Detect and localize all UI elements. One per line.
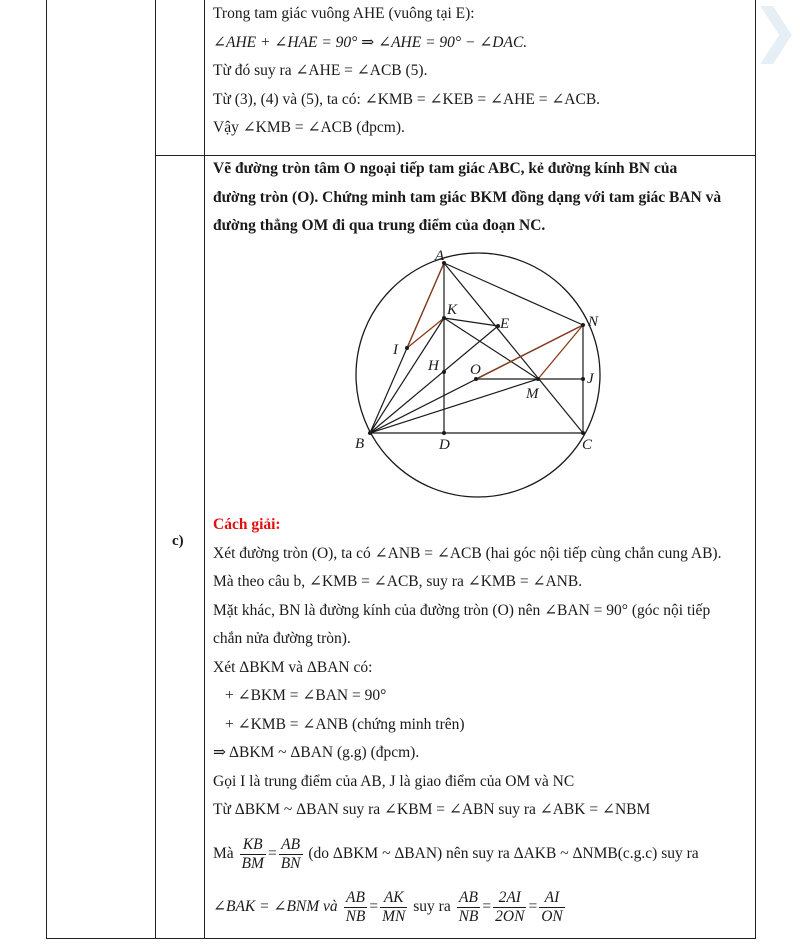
label-O: O — [470, 362, 481, 378]
solution-line: Từ ΔBKM ~ ΔBAN suy ra ∠KBM = ∠ABN suy ra ∠ABK = ∠NBM — [213, 801, 651, 818]
solution-line: Xét đường tròn (O), ta có ∠ANB = ∠ACB (hai góc nội tiếp cùng chắn cung AB). — [213, 544, 722, 562]
fraction-equation-2: ∠BAK = ∠BNM và $\frac{AB}{NB}$ = $\frac{AK}{MN}$ suy ra $\frac{AB}{NB}$ = $\frac{2AI}{2ON}$ = $\frac{AI}{ON}$ — [213, 889, 563, 925]
black-segments — [370, 263, 583, 433]
label-K: K — [447, 302, 458, 318]
problem-line: đường thẳng OM đi qua trung điểm của đoạn NC. — [213, 217, 546, 234]
label-H: H — [428, 358, 439, 374]
part-c-content — [213, 155, 748, 241]
fraction: $\frac{AB}{NB}$ — [458, 889, 479, 925]
equation-line: ∠AHE + ∠HAE = 90° ⇒ ∠AHE = 90° − ∠DAC. — [213, 33, 528, 51]
fraction-equation-1: Mà $\frac{KB}{BM}$ = $\frac{AB}{BN}$ (do ΔBKM ~ ΔBAN) nên suy ra ΔAKB ~ ΔNMB(c.g.c) suy ra — [213, 836, 699, 872]
label-I: I — [393, 342, 398, 358]
label-B: B — [355, 436, 365, 452]
fraction: $\frac{KB}{BM}$ — [241, 836, 264, 872]
solution-line: + ∠KMB = ∠ANB (chứng minh trên) — [225, 715, 465, 733]
fraction: $\frac{AK}{MN}$ — [382, 889, 406, 925]
label-E: E — [500, 316, 510, 332]
solution-block — [213, 511, 748, 825]
solution-line: Xét ΔBKM và ΔBAN có: — [213, 658, 373, 676]
fraction: $\frac{2AI}{2ON}$ — [495, 889, 525, 925]
label-M: M — [526, 386, 539, 402]
label-D: D — [439, 437, 450, 453]
text-line: Từ đó suy ra ∠AHE = ∠ACB (5). — [213, 62, 428, 79]
fraction: $\frac{AB}{BN}$ — [280, 836, 301, 872]
eq2-mid: suy ra — [413, 898, 451, 916]
problem-line: Vẽ đường tròn tâm O ngoại tiếp tam giác ABC, kẻ đường kính BN của — [213, 160, 678, 177]
label-J: J — [587, 371, 594, 387]
eq2-prefix: ∠BAK = ∠BNM và — [213, 898, 338, 916]
solution-line: Gọi I là trung điểm của AB, J là giao điểm của OM và NC — [213, 772, 575, 790]
label-C: C — [582, 437, 593, 453]
solution-line: ⇒ ΔBKM ~ ΔBAN (g.g) (đpcm). — [213, 744, 420, 761]
text-line: Vậy ∠KMB = ∠ACB (đpcm). — [213, 119, 405, 136]
solution-heading: Cách giải: — [213, 516, 281, 533]
label-A: A — [435, 248, 445, 264]
eq1-prefix: Mà — [213, 845, 234, 863]
watermark-logo: ❯ — [751, 0, 800, 64]
solution-line: Mặt khác, BN là đường kính của đường tròn (O) nên ∠BAN = 90° (góc nội tiếp — [213, 601, 711, 619]
column-divider-1 — [155, 0, 156, 938]
problem-line: đường tròn (O). Chứng minh tam giác BKM đồng dạng với tam giác BAN và — [213, 188, 722, 206]
geometry-figure — [340, 245, 620, 505]
solution-line: + ∠BKM = ∠BAN = 90° — [225, 687, 387, 704]
fraction: $\frac{AB}{NB}$ — [345, 889, 366, 925]
solution-line: Mà theo câu b, ∠KMB = ∠ACB, suy ra ∠KMB = ∠ANB. — [213, 573, 583, 590]
eq1-suffix: (do ΔBKM ~ ΔBAN) nên suy ra ΔAKB ~ ΔNMB(c.g.c) suy ra — [308, 845, 699, 863]
solution-line: chắn nửa đường tròn). — [213, 630, 351, 647]
label-N: N — [588, 314, 599, 330]
points — [368, 261, 585, 435]
column-divider-2 — [204, 0, 205, 938]
text-line: Trong tam giác vuông AHE (vuông tại E): — [213, 5, 475, 22]
text-line: Từ (3), (4) và (5), ta có: ∠KMB = ∠KEB = ∠AHE = ∠ACB. — [213, 90, 601, 108]
previous-part-content — [213, 0, 748, 143]
fraction: $\frac{AI}{ON}$ — [541, 889, 563, 925]
part-label: c) — [172, 533, 184, 549]
